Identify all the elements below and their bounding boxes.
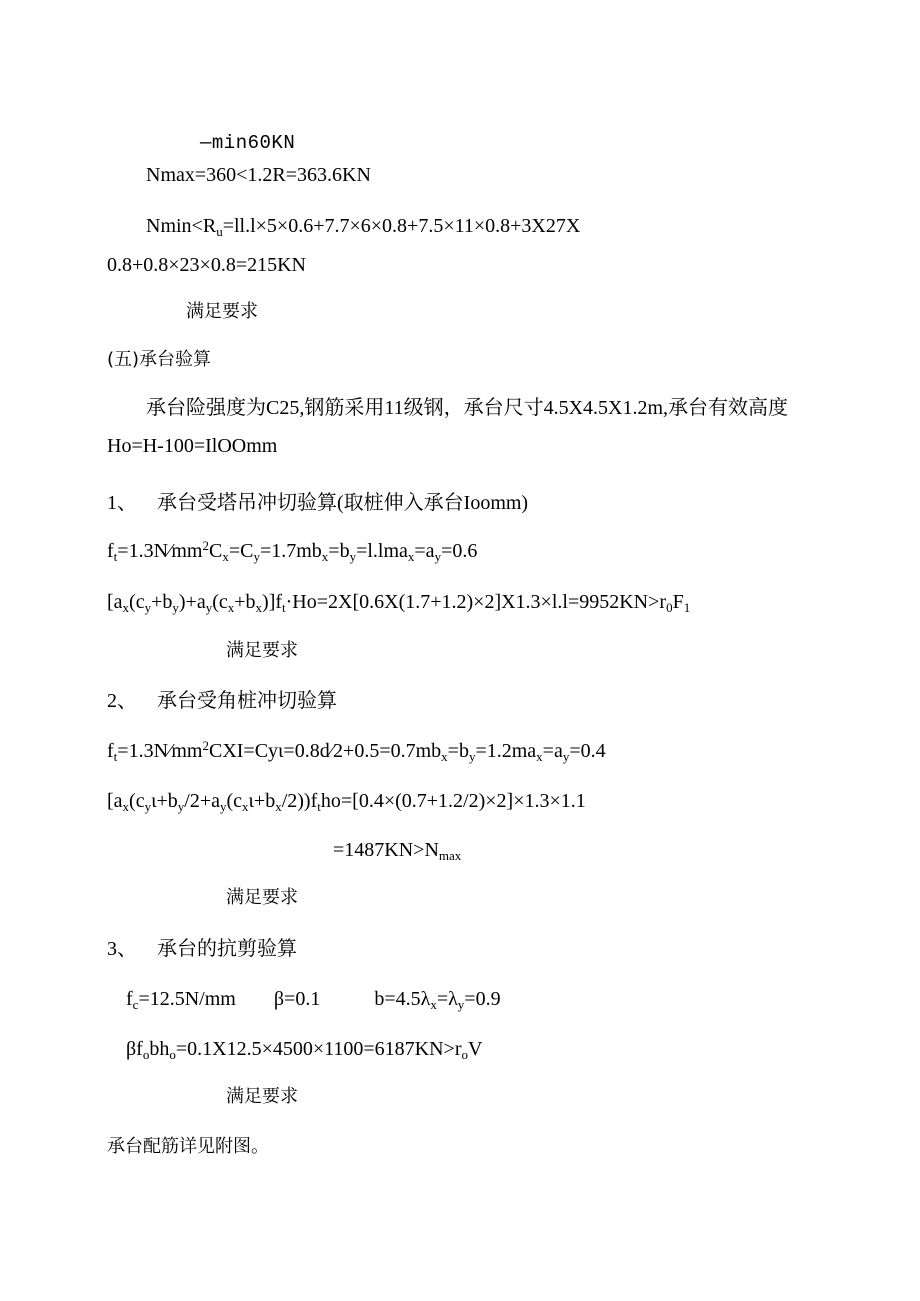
paragraph-pile-cap-spec: 承台险强度为C25,钢筋采用11级钢，承台尺寸4.5X4.5X1.2m,承台有效高度 bbox=[146, 397, 789, 419]
subsection-2-title: 承台受角桩冲切验算 bbox=[157, 690, 337, 712]
subsection-2-number: 2、 bbox=[107, 690, 137, 712]
formula-3a: $f_c=12.5N/mm$ β=0.1 $b=4.5\lambda_x=\lambda_y=0.9$ bbox=[126, 988, 501, 1012]
subsection-1-heading bbox=[107, 490, 528, 516]
formula-1a: $f_t=1.3N⁄mm^2C_x=C_y=1.7mb_x=b_y=l.lma_x=a_y=0.6$ bbox=[107, 538, 478, 564]
line-nmin-60kn: —min60KN bbox=[200, 132, 296, 154]
subsection-3-number: 3、 bbox=[107, 938, 137, 960]
closing-note: 承台配筋详见附图。 bbox=[107, 1136, 269, 1157]
conclusion-satisfied-3: 满足要求 bbox=[226, 887, 298, 908]
line-nmax: Nmax=360<1.2R=363.6KN bbox=[146, 164, 371, 186]
formula-2a: $f_t=1.3N⁄mm^2CXI=Cy\iota=0.8d⁄2+0.5=0.7mb_x=b_y=1.2ma_x=a_y=0.4$ bbox=[107, 738, 606, 764]
subsection-3-title: 承台的抗剪验算 bbox=[157, 938, 297, 960]
formula-2c bbox=[333, 837, 461, 863]
nmin-ru-sub: u bbox=[216, 224, 223, 239]
subsection-2-heading bbox=[107, 688, 337, 714]
subsection-3-heading bbox=[107, 936, 297, 962]
conclusion-satisfied-1: 满足要求 bbox=[186, 301, 258, 322]
section-heading-5: (五)承台验算 bbox=[107, 349, 212, 370]
formula-1b: $[a_x(c_y+b_y)+a_y(c_x+b_x)]f_t\cdot Ho=2X[0.6X(1.7+1.2)\times 2]X1.3\times l.l=9952KN>r_0F_1$ bbox=[107, 591, 691, 615]
formula-3b: $\beta f_obh_o=0.1X12.5\times 4500\times 1100=6187KN>r_oV$ bbox=[126, 1038, 483, 1062]
line-nmin-ru-result: 0.8+0.8×23×0.8=215KN bbox=[107, 254, 307, 276]
subsection-1-number: 1、 bbox=[107, 492, 137, 514]
formula-2b: [$a_x(c_y\iota+b_y/2+a_y(c_x\iota+b_x/2))f_tho=[0.4\times(0.7+1.2/2)\times 2]\times 1.3\times 1.1$ bbox=[107, 790, 586, 814]
conclusion-satisfied-2: 满足要求 bbox=[226, 640, 298, 661]
line-effective-height: Ho=H-100=IlOOmm bbox=[107, 435, 278, 457]
line-nmin-ru bbox=[146, 213, 580, 239]
conclusion-satisfied-4: 满足要求 bbox=[226, 1086, 298, 1107]
nmin-ru-head: Nmin<R bbox=[146, 215, 217, 237]
formula-2c-value: =1487KN>N bbox=[333, 839, 439, 861]
nmin-ru-expression: =ll.l×5×0.6+7.7×6×0.8+7.5×11×0.8+3X27X bbox=[222, 215, 581, 237]
formula-2c-sub: max bbox=[438, 848, 462, 863]
subsection-1-title: 承台受塔吊冲切验算(取桩伸入承台Ioomm) bbox=[157, 492, 529, 514]
